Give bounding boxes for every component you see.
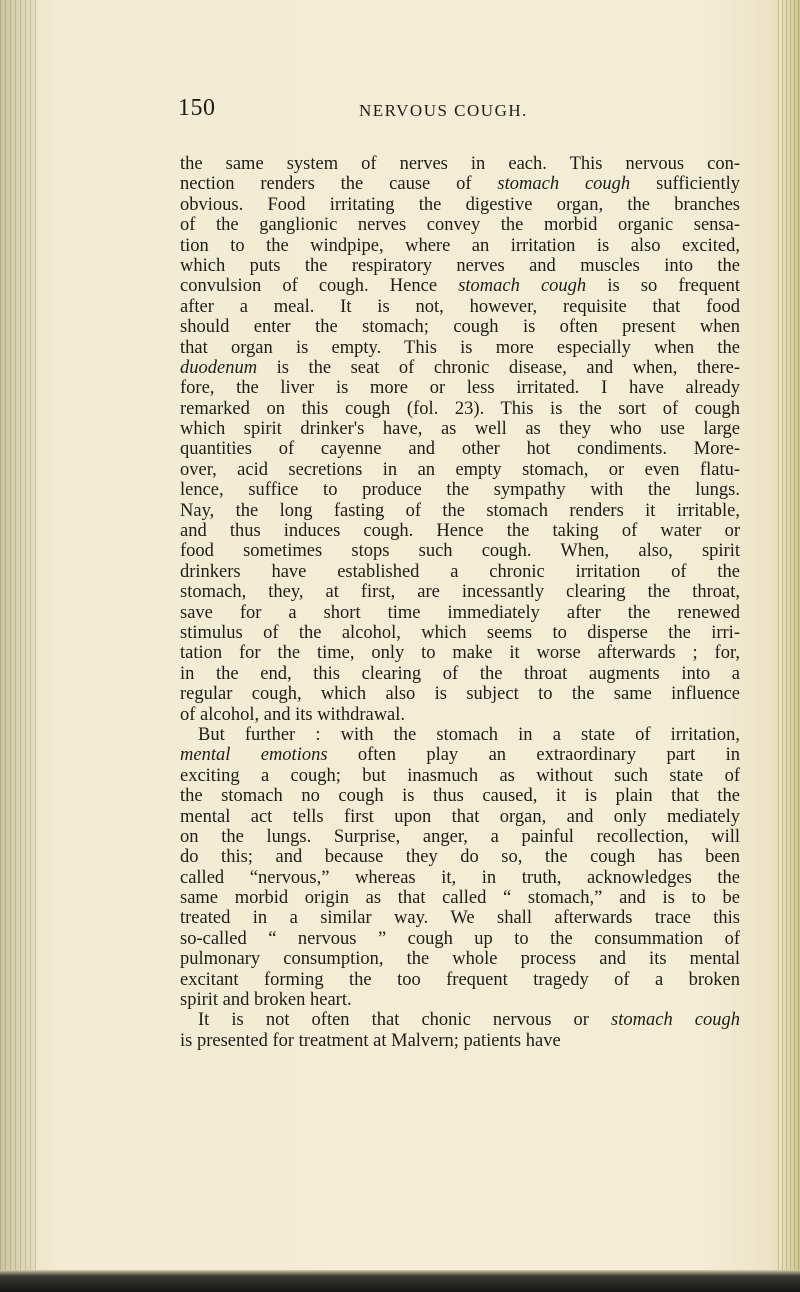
text-line: that organ is empty. This is more especially when the [180,337,740,358]
text-line: Nay, the long fasting of the stomach renders it irritable, [180,500,740,521]
text-line: lence, suffice to produce the sympathy with the lungs. [180,480,740,501]
text-line: of the ganglionic nerves convey the morbid organic sensa- [180,215,740,236]
text-line: tion to the windpipe, where an irritation is also excited, [180,235,740,256]
italic-phrase: stomach cough [497,174,631,195]
text-line: is presented for treatment at Malvern; patients have [180,1030,561,1051]
text-line: pulmonary consumption, the whole process and its mental [180,949,740,970]
text-line: convulsion of cough. Hence stomach cough is so frequent [180,276,740,297]
text-line: But further : with the stomach in a state of irritation, [198,724,740,745]
text-line: stimulus of the alcohol, which seems to disperse the irri- [180,622,740,643]
text-line: treated in a similar way. We shall afterwards trace this [180,908,740,929]
text-line: duodenum is the seat of chronic disease, and when, there- [180,357,740,378]
page-header [178,95,718,125]
text-line: fore, the liver is more or less irritated. I have already [180,378,740,399]
text-line: the same system of nerves in each. This nervous con- [180,154,740,174]
italic-phrase: duodenum [180,357,258,378]
italic-phrase: stomach cough [458,276,587,297]
text-line: on the lungs. Surprise, anger, a painful recollection, will [180,826,740,847]
italic-phrase: stomach cough [611,1010,741,1031]
text-line: mental act tells first upon that organ, and only mediately [180,806,740,827]
text-line: should enter the stomach; cough is often present when [180,317,740,338]
text-line: the stomach no cough is thus caused, it is plain that the [180,786,740,807]
text-line: same morbid origin as that called “ stomach,” and is to be [180,888,740,909]
text-line: quantities of cayenne and other hot condiments. More- [180,439,740,460]
text-line: obvious. Food irritating the digestive organ, the branches [180,194,740,215]
italic-phrase: mental emotions [180,745,328,766]
text-line: which spirit drinker's have, as well as they who use large [180,419,740,440]
text-line: after a meal. It is not, however, requisite that food [180,296,740,317]
text-line: save for a short time immediately after the renewed [180,602,740,623]
text-line: nection renders the cause of stomach cough sufficiently [180,174,740,195]
text-line: exciting a cough; but inasmuch as without such state of [180,765,740,786]
text-line: It is not often that chonic nervous or stomach cough [198,1010,741,1031]
text-line: excitant forming the too frequent tragedy of a broken [180,969,740,990]
running-title: NERVOUS COUGH. [359,101,528,120]
text-line: food sometimes stops such cough. When, also, spirit [180,541,740,562]
text-line: regular cough, which also is subject to the same influence [180,684,740,705]
text-line: called “nervous,” whereas it, in truth, acknowledges the [180,867,740,888]
text-line: stomach, they, at first, are incessantly clearing the throat, [180,582,740,603]
body-text [180,154,740,1051]
text-line: and thus induces cough. Hence the taking of water or [180,521,740,542]
page-edge-bottom [0,1270,800,1292]
text-line: in the end, this clearing of the throat augments into a [180,663,740,684]
text-line: remarked on this cough (fol. 23). This is the sort of cough [180,398,740,419]
text-line: tation for the time, only to make it worse afterwards ; for, [180,643,740,664]
text-line: which puts the respiratory nerves and muscles into the [180,255,740,276]
text-line: over, acid secretions in an empty stomach, or even flatu- [180,459,740,480]
page-edge-right [778,0,800,1292]
text-line: of alcohol, and its withdrawal. [180,704,406,725]
text-line: so-called “ nervous ” cough up to the consummation of [180,928,740,949]
binding-gutter [0,0,36,1292]
text-line: drinkers have established a chronic irritation of the [180,561,740,582]
page-number: 150 [178,95,216,121]
text-line: do this; and because they do so, the cough has been [180,847,740,868]
text-line: mental emotions often play an extraordinary part in [180,745,740,766]
text-line: spirit and broken heart. [180,990,352,1011]
